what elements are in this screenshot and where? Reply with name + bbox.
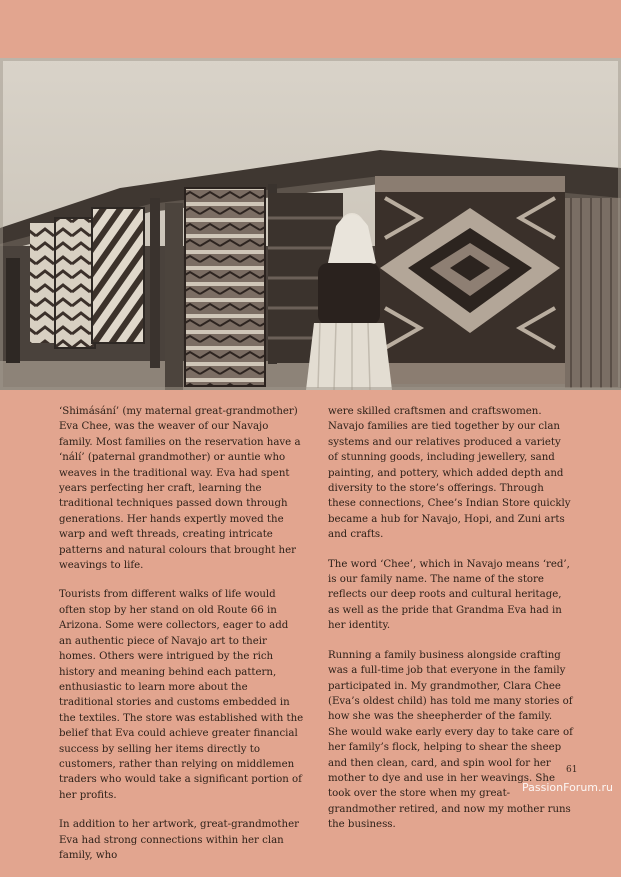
watermark: PassionForum.ru bbox=[522, 781, 613, 794]
paragraph: In addition to her artwork, great-grandmother Eva had strong connections within her clan family, who bbox=[59, 819, 299, 861]
paragraph: The word ‘Chee’, which in Navajo means ‘red’, is our family name. The name of the store reflects our deep roots and cultural heritage, as well as the pride that Grandma Eva had in her identity. bbox=[328, 558, 570, 632]
paragraph: Tourists from different walks of life would often stop by her stand on old Route 66 in Arizona. Some were collectors, eager to add an authentic piece of Navajo art to their homes. Others were intrigued by the rich history and meaning behind each pattern, enthusiastic to learn more about the traditional stories and customs embedded in the textiles. The store was established with the belief that Eva could achieve greater financial success by selling her items directly to customers, rather than relying on middlemen traders who would take a significant portion of her profits. bbox=[59, 589, 304, 801]
historic-photo-navajo-rug-stand-icon bbox=[0, 58, 621, 390]
historic-photo bbox=[0, 58, 621, 390]
paragraph: Running a family business alongside crafting was a full-time job that everyone in the family participated in. My grandmother, Clara Chee (Eva’s oldest child) has told me many stories of how she was the sheepherder of the family. She would wake early every day to take care of her family’s flock, helping to shear the sheep and then clean, card, and spin wool for her mother to dye and use in her weavings. She took over the store when my great-grandmother retired, and now my mother runs the business. bbox=[328, 649, 573, 831]
page-top-band bbox=[0, 0, 621, 58]
paragraph: ‘Shimásání’ (my maternal great-grandmother) Eva Chee, was the weaver of our Navajo family. Most families on the reservation have a ‘nálí’ (paternal grandmother) or auntie who weaves in the traditional way. Eva had spent years perfecting her craft, learning the traditional techniques passed down through generations. Her hands expertly moved the warp and weft threads, creating intricate patterns and natural colours that brought her weavings to life. bbox=[59, 406, 301, 572]
paragraph: were skilled craftsmen and craftswomen. Navajo families are tied together by our clan systems and our relatives produced a variety of stunning goods, including jewellery, sand painting, and pottery, which added depth and diversity to the store’s offerings. Through these connections, Chee’s Indian Store quickly became a hub for Navajo, Hopi, and Zuni arts and crafts. bbox=[328, 406, 571, 541]
article-left-column bbox=[59, 404, 304, 877]
page-number: 61 bbox=[566, 765, 578, 775]
